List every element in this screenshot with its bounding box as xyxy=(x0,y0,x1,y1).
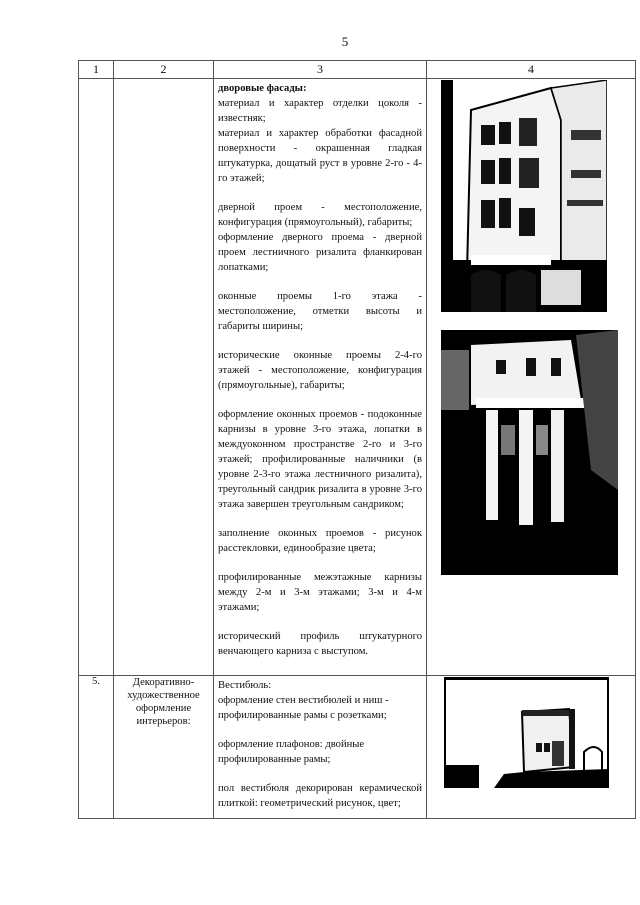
description-paragraph: профилированные межэтажные карнизы между 2-м и 3-м этажами; 3-м и 4-м этажами; xyxy=(218,572,422,613)
header-col-2: 2 xyxy=(114,61,214,79)
description-paragraph: пол вестибюля декорирован керамической плиткой: геометрический рисунок, цвет; xyxy=(218,783,422,809)
row-name: Декоративно-художественное оформление интерьеров: xyxy=(114,676,214,819)
courtyard-facade-photo-2 xyxy=(441,330,618,575)
row-name xyxy=(114,79,214,676)
description-cell xyxy=(214,79,427,676)
description-cell xyxy=(214,676,427,819)
table-header-row xyxy=(79,61,636,79)
header-col-4: 4 xyxy=(427,61,636,79)
row-number: 5. xyxy=(79,676,114,819)
header-col-1: 1 xyxy=(79,61,114,79)
section-heading: Вестибюль: xyxy=(218,680,272,691)
description-paragraph: исторические оконные проемы 2-4-го этажей - местоположение, конфигурация (прямоугольные), габариты; xyxy=(218,350,422,391)
description-paragraph: материал и характер обработки фасадной поверхности - окрашенная гладкая штукатурка, дощатый руст в уровне 2-го - 4-го этажей; xyxy=(218,128,422,184)
courtyard-facade-photo-1 xyxy=(441,80,607,312)
description-paragraph: дверной проем - местоположение, конфигурация (прямоугольный), габариты; xyxy=(218,202,422,228)
description-paragraph: оформление плафонов: двойные профилированные рамы; xyxy=(218,739,365,765)
vestibule-photo xyxy=(444,677,609,788)
description-paragraph: оформление стен вестибюлей и ниш - профилированные рамы с розетками; xyxy=(218,695,389,721)
description-paragraph: оконные проемы 1-го этажа - местоположение, отметки высоты и габариты ширины; xyxy=(218,291,422,332)
description-paragraph: исторический профиль штукатурного венчающего карниза с выступом. xyxy=(218,631,422,657)
header-col-3: 3 xyxy=(214,61,427,79)
page-number: 5 xyxy=(341,34,349,49)
description-paragraph: материал и характер отделки цоколя - известняк; xyxy=(218,98,422,124)
description-paragraph: заполнение оконных проемов - рисунок расстекловки, единообразие цвета; xyxy=(218,528,422,554)
section-heading: дворовые фасады: xyxy=(218,83,307,94)
row-number xyxy=(79,79,114,676)
description-paragraph: оформление дверного проема - дверной проем лестничного ризалита фланкирован лопатками; xyxy=(218,232,422,273)
description-paragraph: оформление оконных проемов - подоконные карнизы в уровне 3-го этажа, лопатки в междуоконном пространстве 2-го и 3-го этажей; профилированные наличники (в уровне 2-3-го этажа лестничного ризалита), треугольный сандрик ризалита в уровне 3-го этажа завершен треугольным сандриком; xyxy=(218,409,422,510)
